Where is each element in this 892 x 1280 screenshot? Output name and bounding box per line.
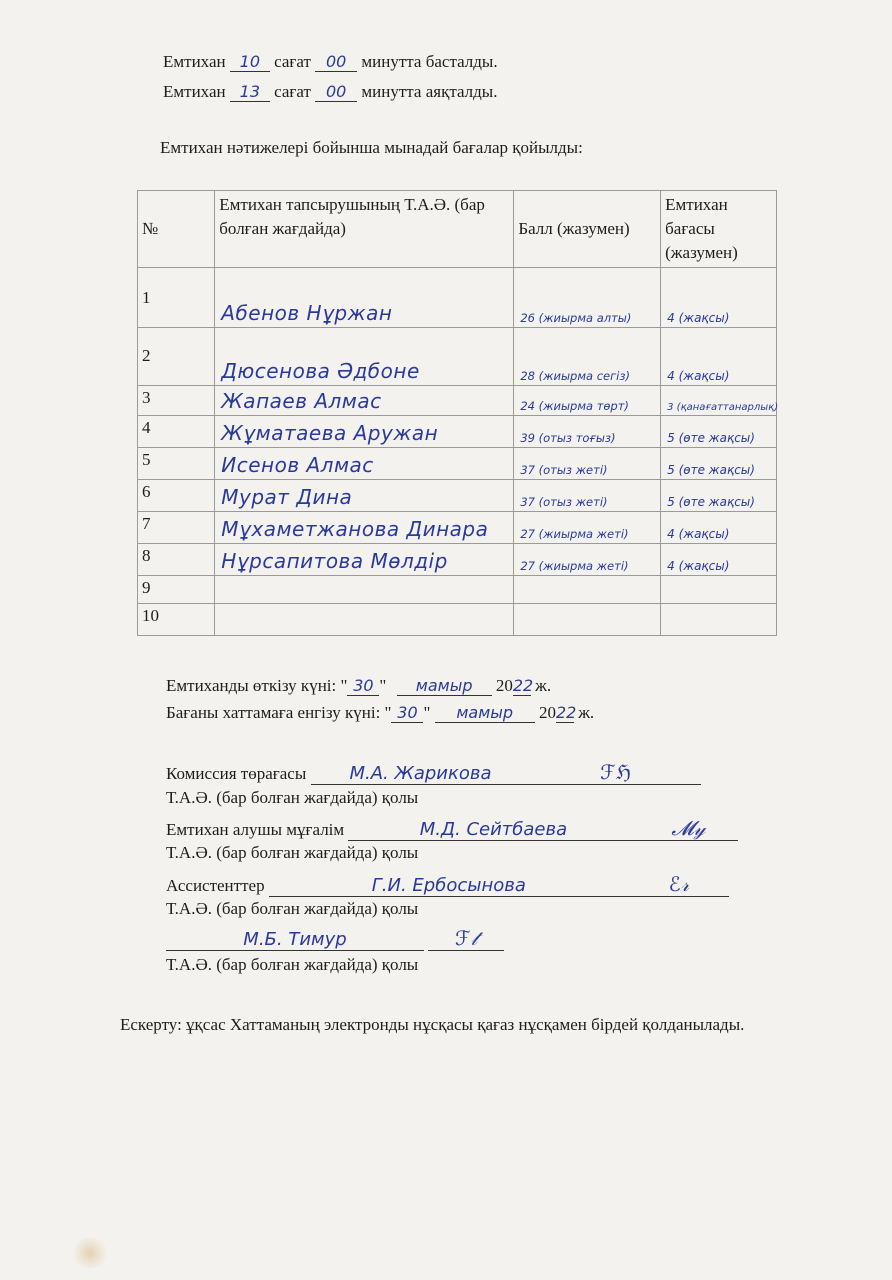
entry-date-label: Бағаны хаттамаға енгізу күні: " [166,703,392,722]
signature-mark-icon: ℱℌ [600,760,631,784]
row-number: 8 [138,544,215,576]
row-grade-cell [661,480,777,512]
row-score-cell [514,604,661,636]
exam-date-label: Емтиханды өткізу күні: " [166,676,348,695]
row-name-cell [215,268,514,328]
row-name-cell [215,512,514,544]
row-number: 3 [138,386,215,416]
row-grade-cell [661,512,777,544]
results-intro: Емтихан нәтижелері бойынша мынадай бағалар қойылды: [160,138,583,157]
row-score-cell [514,386,661,416]
assistant2-caption: Т.А.Ә. (бар болған жағдайда) қолы [166,955,419,974]
chair-signature-line [166,760,701,785]
row-name-cell [215,480,514,512]
row-name: Мурат Дина [221,485,353,509]
header-grade: Емтихан бағасы (жазумен) [661,191,777,268]
entry-date-year-prefix: 20 [538,703,556,722]
examiner-signature-line [166,816,738,841]
hour-unit: сағат [274,52,311,71]
results-table [137,190,777,636]
row-grade: 5 (өте жақсы) [667,431,755,445]
table-row [138,512,777,544]
row-score: 26 (жиырма алты) [520,311,632,325]
row-score: 37 (отыз жеті) [520,495,608,509]
table-row [138,448,777,480]
assistant2-name: М.Б. Тимур [166,929,424,951]
exam-date-year-prefix: 20 [495,676,513,695]
row-grade-cell [661,544,777,576]
entry-date-line: Бағаны хаттамаға енгізу күні: " 30 " мамыр 2022 ж. [166,703,595,722]
row-name: Дюсенова Әдбоне [221,359,420,383]
row-score: 27 (жиырма жеті) [520,559,629,573]
assistant2-signature-line [166,926,504,951]
row-number: 9 [138,576,215,604]
table-row [138,416,777,448]
row-name: Нұрсапитова Мөлдір [221,549,448,573]
row-grade: 4 (жақсы) [667,527,730,541]
signature-mark-icon: ℱ𝓉 [454,926,478,950]
table-row [138,268,777,328]
row-name: Жапаев Алмас [221,389,382,413]
exam-start-prefix: Емтихан [163,52,226,71]
row-score-cell [514,544,661,576]
row-name-cell [215,328,514,386]
examiner-label: Емтихан алушы мұғалім [166,820,345,839]
exam-end-minute: 00 [315,83,357,102]
row-score-cell [514,576,661,604]
header-number: № [138,191,215,268]
assistant1-signature [629,872,729,897]
chair-signature [531,760,701,785]
entry-date-year-suffix: 22 [555,703,577,722]
examiner-name: М.Д. Сейтбаева [348,819,638,841]
row-score-cell [514,416,661,448]
row-name-cell [215,544,514,576]
table-row [138,386,777,416]
assistant1-signature-line [166,872,729,897]
entry-date-month: мамыр [435,704,535,723]
assistant1-name: Г.И. Ербосынова [269,875,629,897]
row-score-cell [514,480,661,512]
row-grade: 4 (жақсы) [667,311,730,325]
examiner-caption: Т.А.Ә. (бар болған жағдайда) қолы [166,843,419,862]
exam-end-suffix: минутта аяқталды. [361,82,498,101]
row-name-cell [215,576,514,604]
row-number: 6 [138,480,215,512]
row-grade: 5 (өте жақсы) [667,495,755,509]
row-grade: 4 (жақсы) [667,559,730,573]
row-score: 39 (отыз тоғыз) [520,431,616,445]
row-grade: 3 (қанағаттанарлық) [667,402,779,413]
row-name: Жұматаева Аружан [221,421,439,445]
row-grade-cell [661,416,777,448]
table-row [138,604,777,636]
exam-end-line [163,82,497,102]
row-grade: 4 (жақсы) [667,369,730,383]
table-row [138,328,777,386]
row-grade-cell [661,268,777,328]
row-name-cell [215,386,514,416]
row-number: 5 [138,448,215,480]
footer-note: Ескерту: ұқсас Хаттаманың электронды нұсқасы қағаз нұсқамен бірдей қолданылады. [120,1015,745,1034]
exam-start-hour: 10 [230,53,270,72]
row-number: 1 [138,268,215,328]
row-score: 37 (отыз жеті) [520,463,608,477]
table-header-row [138,191,777,268]
row-number: 2 [138,328,215,386]
table-row [138,576,777,604]
row-name: Исенов Алмас [221,453,374,477]
exam-date-day: 30 [347,677,379,696]
row-score-cell [514,328,661,386]
hour-unit: сағат [274,82,311,101]
table-row [138,544,777,576]
header-score: Балл (жазумен) [514,191,661,268]
exam-end-prefix: Емтихан [163,82,226,101]
row-score-cell [514,268,661,328]
exam-start-minute: 00 [315,53,357,72]
row-score: 27 (жиырма жеті) [520,527,629,541]
exam-date-suffix: ж. [535,676,552,695]
row-name-cell [215,416,514,448]
assistant2-signature [428,926,504,951]
exam-date-month: мамыр [397,677,492,696]
row-grade-cell [661,386,777,416]
examiner-signature [638,816,738,841]
chair-name: М.А. Жарикова [311,763,531,785]
paper-stain [70,1238,110,1268]
signature-mark-icon: 𝓜𝓎 [671,816,706,840]
row-grade: 5 (өте жақсы) [667,463,755,477]
row-score: 28 (жиырма сегіз) [520,369,630,383]
assistant1-caption: Т.А.Ә. (бар болған жағдайда) қолы [166,899,419,918]
row-number: 4 [138,416,215,448]
exam-start-suffix: минутта басталды. [361,52,498,71]
exam-end-hour: 13 [230,83,270,102]
row-score-cell [514,512,661,544]
row-score-cell [514,448,661,480]
row-name: Абенов Нұржан [221,301,393,325]
assistants-label: Ассистенттер [166,876,265,895]
exam-date-year-suffix: 22 [512,676,534,695]
row-grade-cell [661,576,777,604]
row-name: Мұхаметжанова Динара [221,517,489,541]
row-name-cell [215,604,514,636]
chair-label: Комиссия төрағасы [166,764,307,783]
signature-mark-icon: ℰ𝓇 [668,872,690,896]
row-grade-cell [661,328,777,386]
entry-date-suffix: ж. [578,703,595,722]
row-name-cell [215,448,514,480]
entry-date-day: 30 [391,704,423,723]
table-row [138,480,777,512]
header-name: Емтихан тапсырушының Т.А.Ә. (бар болған жағдайда) [215,191,514,268]
exam-start-line [163,52,498,72]
row-score: 24 (жиырма төрт) [520,399,629,413]
row-number: 10 [138,604,215,636]
row-grade-cell [661,604,777,636]
exam-date-line: Емтиханды өткізу күні: " 30 " мамыр 2022 ж. [166,676,552,695]
row-grade-cell [661,448,777,480]
chair-caption: Т.А.Ә. (бар болған жағдайда) қолы [166,788,419,807]
row-number: 7 [138,512,215,544]
